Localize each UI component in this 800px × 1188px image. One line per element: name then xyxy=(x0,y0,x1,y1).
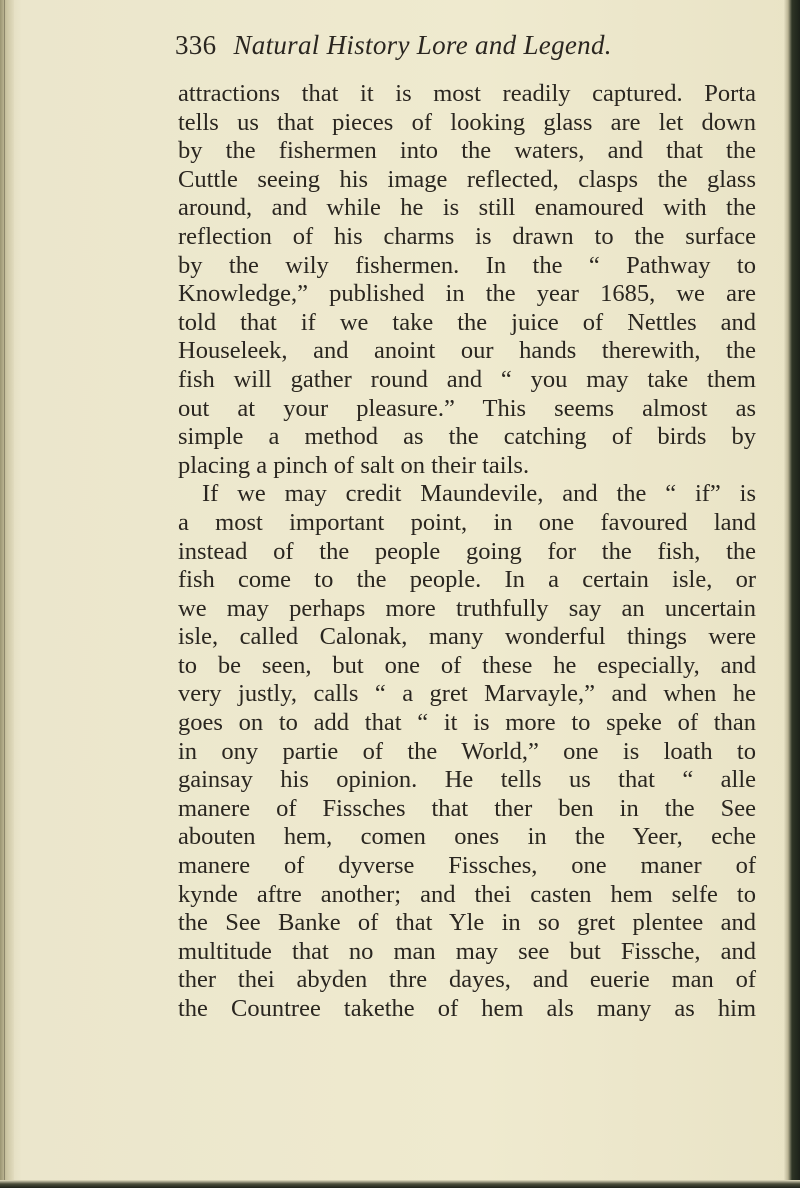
page-edge-bottom xyxy=(0,1180,800,1188)
text-line: ther thei abyden thre dayes, and euerie man of xyxy=(178,966,756,994)
running-head xyxy=(175,30,612,61)
text-line: told that if we take the juice of Nettles and xyxy=(178,308,756,336)
body-text xyxy=(178,80,756,1024)
text-line: simple a method as the catching of birds by xyxy=(178,423,756,451)
text-line: instead of the people going for the fish, the xyxy=(178,537,756,565)
paragraph-end-line: placing a pinch of salt on their tails. xyxy=(178,451,530,479)
text-line: by the wily fishermen. In the “ Pathway to xyxy=(178,251,756,279)
text-line: very justly, calls “ a gret Marvayle,” and when he xyxy=(178,680,756,708)
text-line: around, and while he is still enamoured with the xyxy=(178,194,756,222)
text-line: abouten hem, comen ones in the Yeer, eche xyxy=(178,823,756,851)
text-line: attractions that it is most readily captured. Porta xyxy=(178,80,756,107)
page-edge-right xyxy=(784,0,800,1188)
text-line: in ony partie of the World,” one is loath to xyxy=(178,737,756,765)
text-line: tells us that pieces of looking glass are let down xyxy=(178,108,756,136)
paragraph-start-line: If we may credit Maundevile, and the “ if” is xyxy=(202,480,756,508)
text-line: isle, called Calonak, many wonderful things were xyxy=(178,623,756,651)
text-line: Cuttle seeing his image reflected, clasps the glass xyxy=(178,165,756,193)
page-number: 336 xyxy=(175,30,217,60)
gutter-line xyxy=(4,0,5,1188)
text-line: manere of Fissches that ther ben in the See xyxy=(178,794,756,822)
text-line: Houseleek, and anoint our hands therewith, the xyxy=(178,337,756,365)
text-line: manere of dyverse Fissches, one maner of xyxy=(178,852,756,880)
text-line: the See Banke of that Yle in so gret plentee and xyxy=(178,909,756,937)
text-line: fish come to the people. In a certain isle, or xyxy=(178,566,756,594)
text-line: goes on to add that “ it is more to speke of than xyxy=(178,709,756,737)
text-line: by the fishermen into the waters, and that the xyxy=(178,137,756,165)
text-line: fish will gather round and “ you may take them xyxy=(178,365,756,393)
text-line: Knowledge,” published in the year 1685, we are xyxy=(178,280,756,308)
text-line: reflection of his charms is drawn to the surface xyxy=(178,222,756,250)
text-line: we may perhaps more truthfully say an uncertain xyxy=(178,594,756,622)
text-line: out at your pleasure.” This seems almost as xyxy=(178,394,756,422)
text-line: to be seen, but one of these he especially, and xyxy=(178,651,756,679)
page-gutter xyxy=(0,0,14,1188)
text-line: a most important point, in one favoured land xyxy=(178,508,756,536)
running-title: Natural History Lore and Legend. xyxy=(233,30,612,60)
text-line: kynde aftre another; and thei casten hem selfe to xyxy=(178,880,756,908)
text-line: multitude that no man may see but Fissche, and xyxy=(178,937,756,965)
text-line: the Countree takethe of hem als many as him xyxy=(178,995,756,1022)
text-line: gainsay his opinion. He tells us that “ alle xyxy=(178,766,756,794)
